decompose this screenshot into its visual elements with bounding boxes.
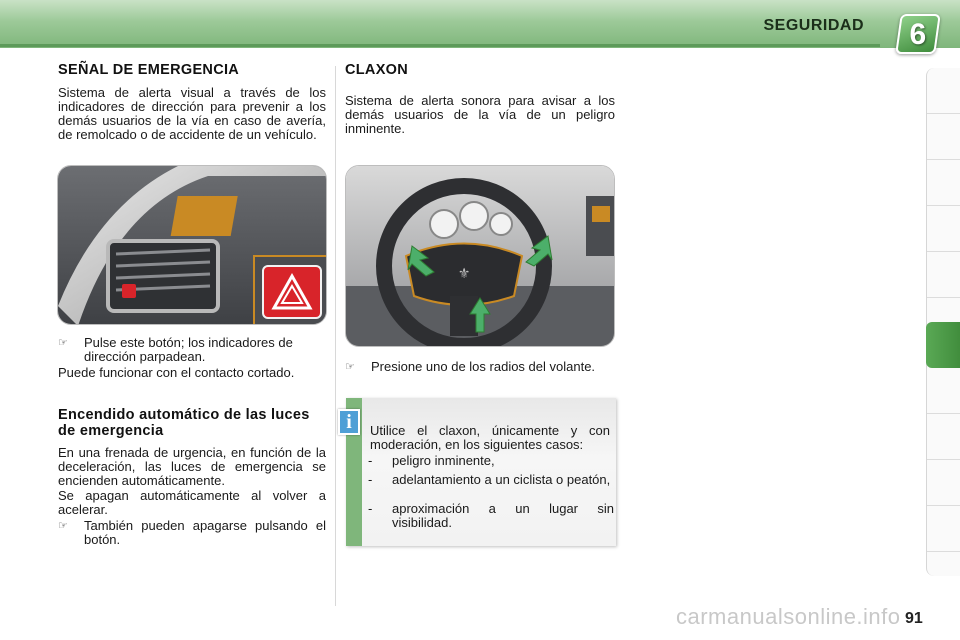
watermark: carmanualsonline.info xyxy=(676,604,901,629)
horn-intro: Sistema de alerta sonora para avisar a los demás usuarios de la vía de un peligro inminente. xyxy=(345,93,615,136)
chapter-number: 6 xyxy=(909,18,927,51)
auto-hazard-bullet-text: También pueden apagarse pulsando el botón. xyxy=(84,518,326,547)
hazard-note: Puede funcionar con el contacto cortado. xyxy=(58,365,295,380)
info-item: - adelantamiento a un ciclista o peatón, xyxy=(368,472,611,487)
pointing-hand-icon: ☞ xyxy=(58,520,68,532)
chapter-tab[interactable] xyxy=(927,368,960,414)
chapter-tab[interactable] xyxy=(927,460,960,506)
emergency-signal-intro: Sistema de alerta visual a través de los indicadores de dirección para prevenir a los demás usuarios de la vía en caso de avería, de remolcado o de accidente de un vehículo. xyxy=(58,85,326,142)
info-lead: Utilice el claxon, únicamente y con moderación, en los siguientes casos: xyxy=(370,423,610,452)
chapter-tab[interactable] xyxy=(927,114,960,160)
chapter-tab[interactable] xyxy=(927,252,960,298)
pointing-hand-icon: ☞ xyxy=(58,337,68,349)
dashboard-vent-illustration xyxy=(58,166,327,325)
horn-title: CLAXON xyxy=(345,62,409,78)
hazard-button-photo xyxy=(57,165,327,325)
horn-bullet xyxy=(345,360,615,374)
emergency-signal-title: SEÑAL DE EMERGENCIA xyxy=(58,62,240,78)
hazard-button-small[interactable] xyxy=(122,284,136,298)
svg-text:⚜: ⚜ xyxy=(457,266,471,282)
chapter-tab[interactable] xyxy=(927,160,960,206)
page-number: 91 xyxy=(905,610,923,627)
horn-bullet-text: Presione uno de los radios del volante. xyxy=(371,359,596,374)
hazard-bullet-text: Pulse este botón; los indicadores de dirección parpadean. xyxy=(84,335,293,364)
auto-hazard-title: Encendido automático de las luces de emergencia xyxy=(58,407,310,439)
steering-wheel-illustration xyxy=(346,166,615,347)
auto-hazard-para1: En una frenada de urgencia, en función de la deceleración, las luces de emergencia se encienden automáticamente. xyxy=(58,445,326,488)
auto-hazard-para2: Se apagan automáticamente al volver a acelerar. xyxy=(58,488,326,517)
chapter-tab[interactable] xyxy=(927,414,960,460)
chapter-tab[interactable] xyxy=(927,68,960,114)
info-box xyxy=(346,398,616,546)
chapter-tab[interactable] xyxy=(927,206,960,252)
info-item: - peligro inminente, xyxy=(368,453,495,468)
pointing-hand-icon: ☞ xyxy=(345,361,355,373)
steering-wheel-photo xyxy=(345,165,615,347)
header-rule xyxy=(0,44,880,47)
auto-hazard-bullet xyxy=(58,519,326,547)
chapter-tab-active[interactable] xyxy=(926,322,960,368)
info-item: - aproximación a un lugar sin visibilidad. xyxy=(368,501,614,530)
column-separator xyxy=(335,66,336,606)
hazard-bullet xyxy=(58,336,328,364)
section-title: SEGURIDAD xyxy=(763,17,864,34)
info-icon: i xyxy=(338,409,360,435)
chapter-tab[interactable] xyxy=(927,506,960,552)
chapter-badge xyxy=(895,14,941,54)
